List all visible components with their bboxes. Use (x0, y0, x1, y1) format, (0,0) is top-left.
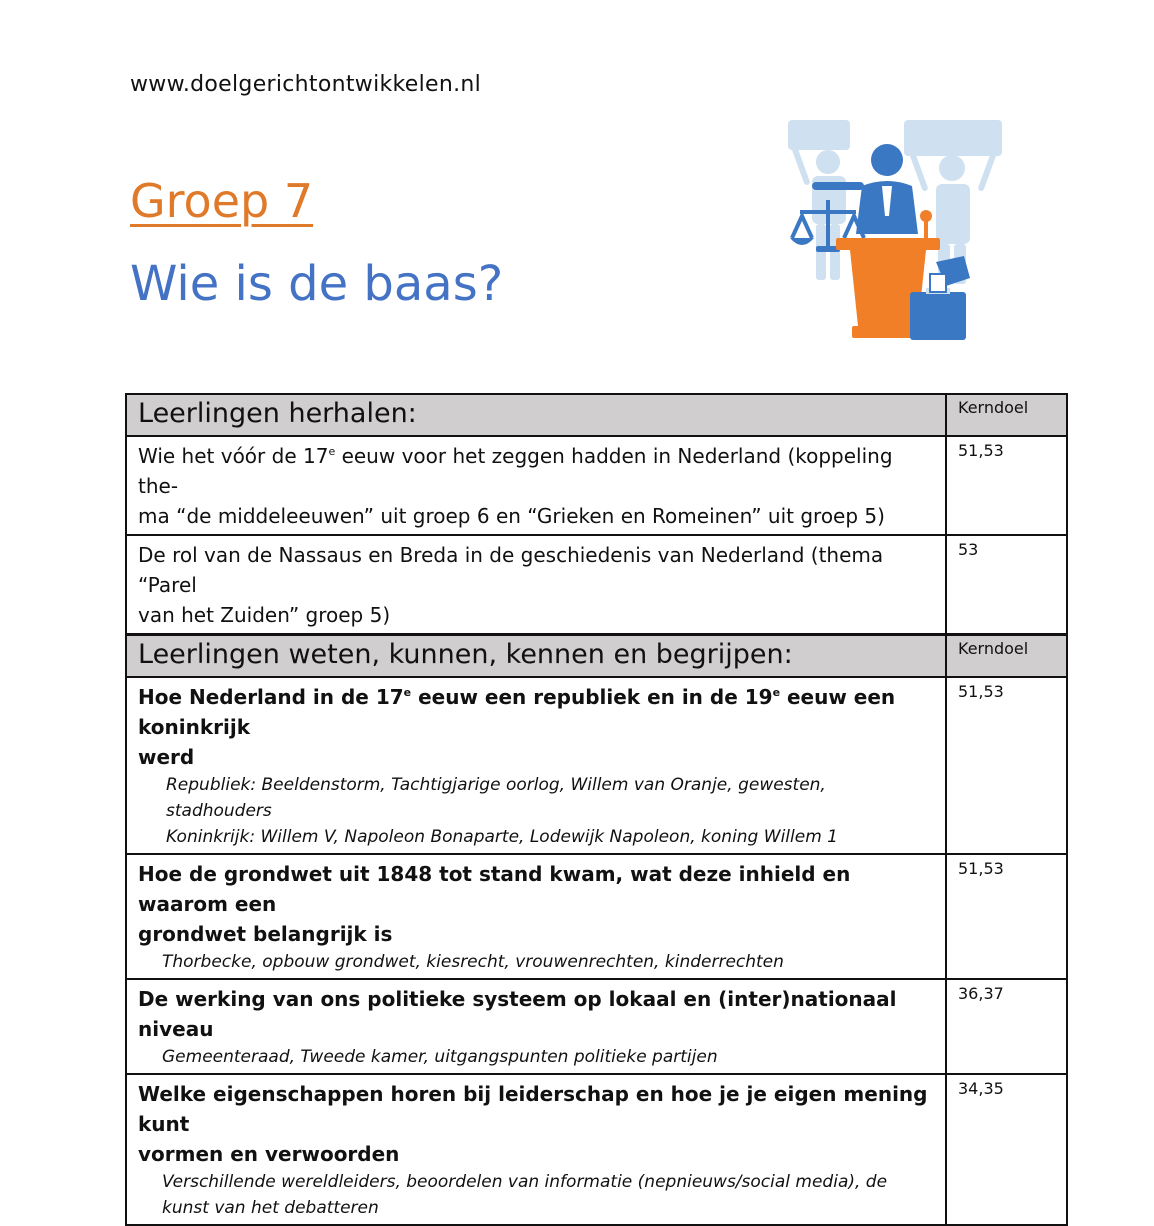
kerndoel-value: 51,53 (946, 436, 1067, 535)
row-detail: Gemeenteraad, Tweede kamer, uitgangspunten politieke partijen (162, 1047, 718, 1067)
row-text-part: ma “de middeleeuwen” uit groep 6 en “Grieken en Romeinen” uit groep 5) (138, 504, 885, 528)
superscript: e (328, 445, 336, 458)
row-detail: Verschillende wereldleiders, beoordelen van informatie (nepnieuws/social media), de (162, 1172, 888, 1192)
row-text (126, 535, 946, 634)
row-detail: kunst van het debatteren (162, 1198, 379, 1218)
table-row (126, 535, 1067, 634)
kerndoel-value: 34,35 (946, 1074, 1067, 1225)
row-text (126, 436, 946, 535)
row-title: Hoe de grondwet uit 1848 tot stand kwam, wat deze inhield en waarom een grondwet belangrijk is (138, 862, 851, 946)
table-header-row (126, 635, 1067, 677)
row-text-part: Wie het vóór de 17 (138, 444, 329, 468)
row-text (126, 677, 946, 854)
kerndoel-header: Kerndoel (946, 394, 1067, 436)
table-row (126, 436, 1067, 535)
table-heading: Leerlingen weten, kunnen, kennen en begrijpen: (126, 635, 946, 677)
table-row (126, 677, 1067, 854)
table-repeat (125, 393, 1068, 635)
row-text-part: eeuw voor het zeggen hadden in Nederland (koppeling the- (138, 444, 893, 498)
group-heading: Groep 7 (130, 174, 314, 228)
table-header-row (126, 394, 1067, 436)
kerndoel-value: 36,37 (946, 979, 1067, 1074)
row-text-part: De rol van de Nassaus en Breda in de geschiedenis van Nederland (thema “Parel (138, 543, 884, 597)
table-heading: Leerlingen herhalen: (126, 394, 946, 436)
row-text (126, 979, 946, 1074)
table-row (126, 854, 1067, 979)
row-title: De werking van ons politieke systeem op lokaal en (inter)nationaal niveau (138, 987, 897, 1041)
row-title: Hoe Nederland in de 17e eeuw een republiek en in de 19e eeuw een koninkrijk werd (138, 685, 896, 769)
kerndoel-value: 51,53 (946, 677, 1067, 854)
kerndoel-header: Kerndoel (946, 635, 1067, 677)
kerndoel-value: 51,53 (946, 854, 1067, 979)
table-row (126, 1074, 1067, 1225)
row-title: Welke eigenschappen horen bij leiderschap en hoe je je eigen mening kunt vormen en verwoorden (138, 1082, 928, 1166)
table-row (126, 979, 1067, 1074)
table-learn (125, 634, 1068, 1226)
page-title: Wie is de baas? (130, 256, 504, 312)
row-detail: Republiek: Beeldenstorm, Tachtigjarige oorlog, Willem van Oranje, gewesten, stadhouders (166, 775, 826, 821)
row-text-part: van het Zuiden” groep 5) (138, 603, 391, 627)
row-detail: Koninkrijk: Willem V, Napoleon Bonaparte, Lodewijk Napoleon, koning Willem 1 (166, 827, 838, 847)
row-detail: Thorbecke, opbouw grondwet, kiesrecht, vrouwenrechten, kinderrechten (162, 952, 784, 972)
row-text (126, 854, 946, 979)
kerndoel-value: 53 (946, 535, 1067, 634)
website-url: www.doelgerichtontwikkelen.nl (130, 72, 482, 97)
politics-illustration-icon (786, 116, 1004, 344)
row-text (126, 1074, 946, 1225)
